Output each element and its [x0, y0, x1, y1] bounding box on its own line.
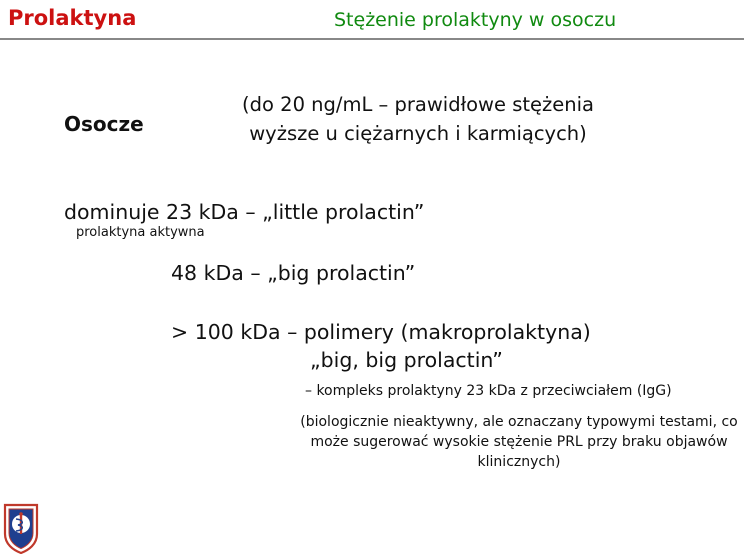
little-prolactin-note: prolaktyna aktywna: [76, 225, 205, 240]
inactive-complex-note: (biologicznie nieaktywny, ale oznaczany typowymi testami, co może sugerować wysokie stężenie PRL przy braku objawów klinicznych): [300, 414, 738, 470]
university-seal-icon: [2, 502, 40, 554]
plasma-reference-note: (do 20 ng/mL – prawidłowe stężenia wyższe u ciężarnych i karmiących): [242, 93, 594, 145]
big-prolactin-line: 48 kDa – „big prolactin”: [171, 261, 416, 285]
page-subtitle: Stężenie prolaktyny w osoczu: [334, 9, 617, 31]
plasma-label: Osocze: [64, 112, 144, 136]
page-title: Prolaktyna: [8, 6, 137, 30]
macroprolactin-line: > 100 kDa – polimery (makroprolaktyna): [171, 320, 591, 344]
little-prolactin-line: dominuje 23 kDa – „little prolactin”: [64, 200, 425, 224]
big-big-prolactin-line: „big, big prolactin”: [310, 348, 503, 372]
header-divider: [0, 38, 744, 40]
antibody-complex-line: – kompleks prolaktyny 23 kDa z przeciwciałem (IgG): [305, 383, 672, 399]
